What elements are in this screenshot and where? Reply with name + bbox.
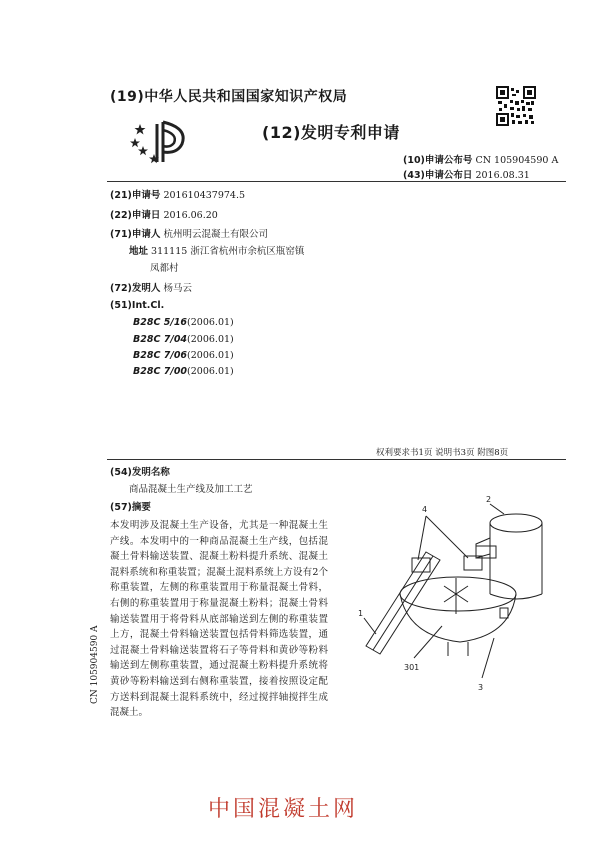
drawing-label-4: 4 [422, 505, 428, 514]
side-publication-number: CN 105904590 A [90, 625, 100, 704]
drawing-label-301: 301 [404, 663, 420, 672]
pages-info: 权利要求书1页 说明书3页 附图8页 [376, 448, 509, 458]
office-name: (19)中华人民共和国国家知识产权局 [110, 89, 348, 105]
invention-title-label: (54)发明名称 [110, 467, 170, 478]
application-number [110, 187, 245, 201]
publication-date [403, 167, 530, 181]
applicant-value: 杭州明云混凝土有限公司 [163, 229, 268, 240]
ipc-entry [133, 350, 234, 361]
cnipa-logo-icon [130, 118, 190, 168]
patent-drawing [356, 486, 568, 700]
publication-date-label: (43)申请公布日 [403, 170, 473, 181]
invention-title: 商品混凝土生产线及加工工艺 [129, 484, 253, 495]
address [129, 243, 304, 257]
address-line-1: 311115 浙江省杭州市余杭区瓶窑镇 [151, 246, 305, 257]
drawing-label-3: 3 [478, 683, 484, 692]
inventor-value: 杨马云 [163, 283, 192, 294]
ipc-entry [133, 317, 234, 328]
ipc-date: (2006.01) [187, 350, 234, 361]
ipc-date: (2006.01) [187, 317, 234, 328]
publication-number-label: (10)申请公布号 [403, 155, 473, 166]
drawing-label-2: 2 [486, 495, 492, 504]
publication-number [403, 152, 558, 166]
footer-watermark: 中国混凝土网 [208, 797, 359, 822]
publication-number-value: CN 105904590 A [475, 155, 559, 166]
ipc-code: B28C 7/06 [133, 350, 188, 361]
address-label: 地址 [129, 246, 149, 257]
ipc-code: B28C 7/04 [133, 334, 188, 345]
address-line-2: 凤都村 [150, 263, 179, 274]
applicant [110, 226, 268, 240]
application-number-value: 201610437974.5 [163, 190, 246, 201]
drawing-label-1: 1 [358, 609, 364, 618]
inventor [110, 280, 192, 294]
ipc-entry [133, 334, 234, 345]
qr-code-icon [496, 86, 536, 126]
ipc-code: B28C 7/00 [133, 366, 188, 377]
header-divider [107, 181, 566, 182]
ipc-label: (51)Int.Cl. [110, 300, 165, 311]
section-divider [107, 459, 566, 460]
application-date-label: (22)申请日 [110, 210, 161, 221]
application-number-label: (21)申请号 [110, 190, 161, 201]
applicant-label: (71)申请人 [110, 229, 161, 240]
ipc-entry [133, 366, 234, 377]
application-date-value: 2016.06.20 [163, 210, 218, 221]
publication-date-value: 2016.08.31 [475, 170, 530, 181]
document-type: (12)发明专利申请 [262, 123, 400, 142]
ipc-date: (2006.01) [187, 366, 234, 377]
ipc-date: (2006.01) [187, 334, 234, 345]
abstract-text: 本发明涉及混凝土生产设备，尤其是一种混凝土生产线。本发明中的一种商品混凝土生产线，包括混凝土骨料输送装置、混凝土粉料提升系统、混凝土混料系统和称重装置；混凝土混料系统上方设有2个称重装置，左侧的称重装置用于称量混凝土骨料，右侧的称重装置用于称量混凝土粉料；混凝土骨料输送装置用于将骨料从底部输送到左侧的称重装置上方，混凝土骨料输送装置包括骨料筛选装置，通过混凝土骨料输送装置将石子等骨料和黄砂等粉料输送到左侧称重装置，通过混凝土粉料提升系统将黄砂等粉料输送到右侧称重装置，接着按照设定配方送料到混凝土混料系统中，经过搅拌轴搅拌生成混凝土。 [110, 520, 328, 719]
application-date [110, 207, 218, 221]
ipc-code: B28C 5/16 [133, 317, 188, 328]
inventor-label: (72)发明人 [110, 283, 161, 294]
abstract-label: (57)摘要 [110, 502, 151, 513]
